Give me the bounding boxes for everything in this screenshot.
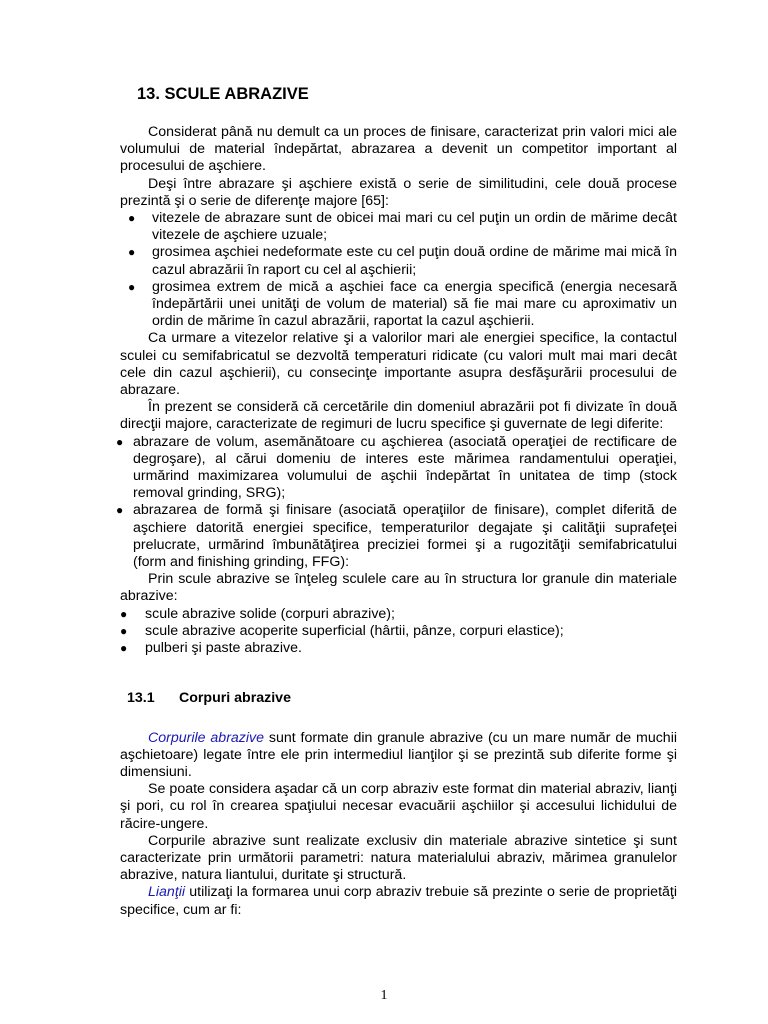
- structure-paragraph: Se poate considera aşadar că un corp abraziv este format din material abraziv, lianţi şi pori, cu rol în crearea spaţiului necesar evacuării aşchiilor şi accesului lichidului de răcire-ungere.: [120, 781, 677, 832]
- bodies-paragraph: Corpurile abrazive sunt formate din granule abrazive (cu un mare număr de muchii aşchietoare) legate între ele prin intermediul lianţilor şi se prezintă sub diferite forme şi dimensiuni.: [120, 729, 677, 780]
- section-number: 13.1: [127, 690, 155, 707]
- directions-paragraph: În prezent se consideră că cercetările din domeniul abrazării pot fi divizate în două direcţii majore, caracterizate de regimuri de lucru specifice şi guvernate de legi diferite:: [120, 399, 677, 433]
- list-item: ● abrazarea de formă şi finisare (asociată operaţiilor de finisare), complet diferită de aşchiere datorită energiei specifice, temperaturilor degajate şi calităţii suprafeţei prelucrate, urmărind îmbunătăţirea preciziei formei şi a rugozităţii semifabricatului (form and finishing grinding, FFG):: [116, 502, 677, 571]
- bullet-icon: ●: [116, 434, 124, 449]
- intro-paragraph-2: Deşi între abrazare şi aşchiere există o serie de similitudini, cele două procese prezintă şi o serie de diferenţe majore [65]:: [120, 175, 677, 209]
- bullet-icon: ●: [120, 641, 128, 656]
- section-heading: [127, 690, 677, 707]
- bullet-icon: ●: [128, 211, 136, 226]
- list-item: ● pulberi şi paste abrazive.: [120, 640, 302, 657]
- page-number: 1: [380, 988, 388, 1003]
- list-item: ● grosimea aşchiei nedeformate este cu cel puţin două ordine de mărime mai mică în cazul abrazării în raport cu cel al aşchierii;: [128, 244, 677, 278]
- list-item: ● grosimea extrem de mică a aşchiei face ca energia specifică (energia necesară îndepărtării unei unităţi de volum de material) să fie mai mare cu aproximativ un ordin de mărime în cazul abrazării, raportat la cazul aşchierii.: [128, 278, 677, 330]
- list-item: ● scule abrazive acoperite superficial (hârtii, pânze, corpuri elastice);: [120, 622, 564, 639]
- bullet-icon: ●: [120, 623, 128, 638]
- term-liantii: Lianţii: [148, 884, 186, 901]
- bullet-icon: ●: [120, 606, 128, 621]
- directions-list: [116, 433, 677, 572]
- page-content: [116, 84, 677, 919]
- consequence-paragraph: Ca urmare a vitezelor relative şi a valorilor mari ale energiei specifice, la contactul sculei cu semifabricatul se dezvoltă temperaturi ridicate (cu valori mult mai mari decât cele din cazul aşchierii), cu consecinţe importante asupra desfăşurării procesului de abrazare.: [120, 330, 677, 399]
- chapter-title: 13. SCULE ABRAZIVE: [137, 85, 309, 103]
- intro-paragraph-1: Considerat până nu demult ca un proces de finisare, caracterizat prin valori mici ale volumului de material îndepărtat, abrazarea a devenit un competitor important al procesului de aşchiere.: [120, 124, 677, 175]
- bullet-icon: ●: [116, 503, 124, 518]
- list-item: ● vitezele de abrazare sunt de obicei mai mari cu cel puţin un ordin de mărime decât vitezele de aşchiere uzuale;: [128, 210, 677, 244]
- bullet-icon: ●: [128, 245, 136, 260]
- tool-types-list: [120, 606, 677, 658]
- section-title: Corpuri abrazive: [179, 690, 291, 707]
- parameters-paragraph: Corpurile abrazive sunt realizate exclusiv din materiale abrazive sintetice şi sunt caracterizate prin următorii parametri: natura materialului abraziv, mărimea granulelor abrazive, natura liantului, duritate şi structură.: [120, 832, 677, 884]
- bullet-icon: ●: [128, 279, 136, 294]
- binders-paragraph: Lianţii utilizaţi la formarea unui corp abraziv trebuie să prezinte o serie de proprietăţi specifice, cum ar fi:: [120, 884, 677, 918]
- list-item: ● scule abrazive solide (corpuri abrazive);: [120, 605, 395, 622]
- tools-paragraph: Prin scule abrazive se înţeleg sculele care au în structura lor granule din materiale abrazive:: [120, 571, 677, 605]
- term-corpurile-abrazive: Corpurile abrazive: [148, 729, 265, 746]
- list-item: ● abrazare de volum, asemănătoare cu aşchierea (asociată operaţiei de rectificare de degroşare), al cărui domeniu de interes este mărimea randamentului operaţiei, urmărind maximizarea volumului de aşchii îndepărtat în unitatea de timp (stock removal grinding, SRG);: [116, 433, 677, 502]
- differences-list: [120, 210, 677, 330]
